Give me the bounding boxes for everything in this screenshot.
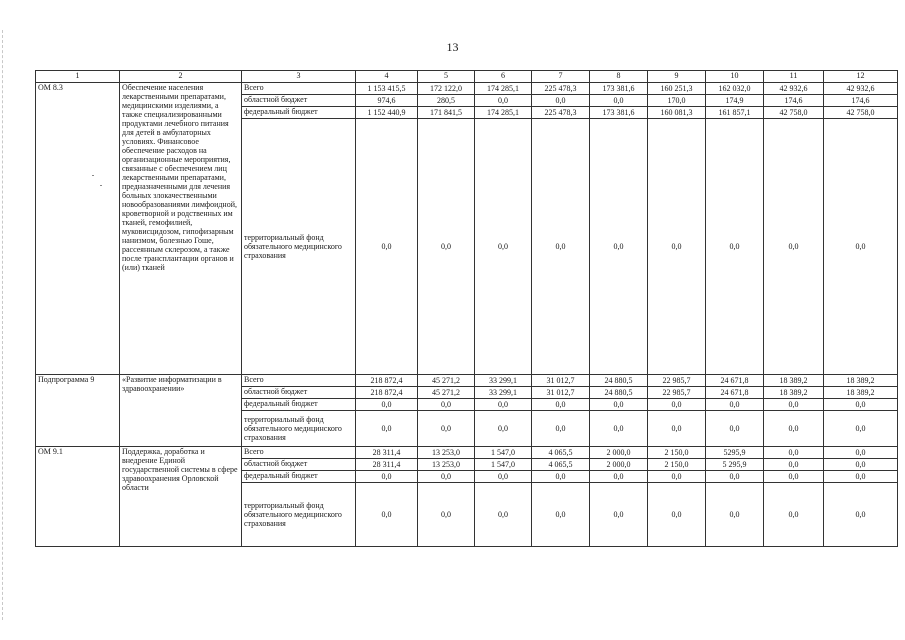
amount-cell: 2 000,0: [590, 447, 648, 459]
amount-cell: 160 081,3: [648, 107, 706, 119]
amount-cell: 2 000,0: [590, 459, 648, 471]
amount-cell: 2 150,0: [648, 459, 706, 471]
amount-cell: 13 253,0: [418, 447, 475, 459]
amount-cell: 162 032,0: [706, 83, 764, 95]
funding-source: Всего: [242, 83, 356, 95]
amount-cell: 5295,9: [706, 447, 764, 459]
amount-cell: 0,0: [706, 399, 764, 411]
amount-cell: 0,0: [590, 411, 648, 447]
program-code: ОМ 9.1: [36, 447, 120, 547]
amount-cell: 4 065,5: [532, 459, 590, 471]
amount-cell: 28 311,4: [356, 447, 418, 459]
amount-cell: 0,0: [590, 399, 648, 411]
amount-cell: 4 065,5: [532, 447, 590, 459]
amount-cell: 0,0: [475, 119, 532, 375]
amount-cell: 0,0: [475, 411, 532, 447]
funding-source: территориальный фонд обязательного медицинского страхования: [242, 119, 356, 375]
amount-cell: 174 285,1: [475, 83, 532, 95]
amount-cell: 0,0: [532, 399, 590, 411]
amount-cell: 18 389,2: [824, 387, 898, 399]
amount-cell: 0,0: [418, 471, 475, 483]
amount-cell: 174,6: [764, 95, 824, 107]
amount-cell: 0,0: [824, 459, 898, 471]
amount-cell: 1 547,0: [475, 447, 532, 459]
amount-cell: 18 389,2: [824, 375, 898, 387]
amount-cell: 172 122,0: [418, 83, 475, 95]
amount-cell: 0,0: [356, 399, 418, 411]
amount-cell: 31 012,7: [532, 387, 590, 399]
amount-cell: 24 671,8: [706, 375, 764, 387]
amount-cell: 33 299,1: [475, 387, 532, 399]
amount-cell: 22 985,7: [648, 387, 706, 399]
amount-cell: 170,0: [648, 95, 706, 107]
amount-cell: 24 671,8: [706, 387, 764, 399]
amount-cell: 0,0: [824, 447, 898, 459]
amount-cell: 0,0: [706, 471, 764, 483]
amount-cell: 42 758,0: [824, 107, 898, 119]
amount-cell: 0,0: [532, 119, 590, 375]
amount-cell: 225 478,3: [532, 107, 590, 119]
amount-cell: 174 285,1: [475, 107, 532, 119]
amount-cell: 42 758,0: [764, 107, 824, 119]
amount-cell: 24 880,5: [590, 387, 648, 399]
page-number: 13: [446, 40, 459, 54]
amount-cell: 173 381,6: [590, 107, 648, 119]
amount-cell: 0,0: [475, 483, 532, 547]
column-header: 1: [36, 71, 120, 83]
column-header: 7: [532, 71, 590, 83]
column-header: 8: [590, 71, 648, 83]
amount-cell: 1 547,0: [475, 459, 532, 471]
program-name: Обеспечение населения лекарственными препаратами, медицинскими изделиями, а также специализированными продуктами лечебного питания для детей в амбулаторных условиях. Финансовое обеспечение расходов на организационные мероприятия, связанные с обеспечением лиц лекарственными препаратами, предназначенными для лечения больных злокачественными новообразованиями лимфоидной, кроветворной и родственных им тканей, гемофилией, муковисцидозом, гипофизарным нанизмом, болезнью Гоше, рассеянным склерозом, а также после трансплантации органов и (или) тканей: [120, 83, 242, 375]
budget-table: [35, 70, 898, 547]
amount-cell: 0,0: [356, 471, 418, 483]
amount-cell: 0,0: [418, 483, 475, 547]
column-header: 6: [475, 71, 532, 83]
funding-source: Всего: [242, 447, 356, 459]
amount-cell: 0,0: [648, 399, 706, 411]
funding-source: областной бюджет: [242, 95, 356, 107]
amount-cell: 0,0: [764, 459, 824, 471]
amount-cell: 0,0: [764, 471, 824, 483]
amount-cell: 0,0: [356, 483, 418, 547]
amount-cell: 280,5: [418, 95, 475, 107]
amount-cell: 0,0: [764, 119, 824, 375]
amount-cell: 974,6: [356, 95, 418, 107]
amount-cell: 0,0: [706, 483, 764, 547]
funding-source: территориальный фонд обязательного медицинского страхования: [242, 411, 356, 447]
amount-cell: 171 841,5: [418, 107, 475, 119]
amount-cell: 0,0: [824, 399, 898, 411]
amount-cell: 0,0: [824, 411, 898, 447]
amount-cell: 0,0: [590, 119, 648, 375]
column-header: 4: [356, 71, 418, 83]
amount-cell: 174,9: [706, 95, 764, 107]
column-header: 11: [764, 71, 824, 83]
header-row: [36, 71, 898, 83]
amount-cell: 0,0: [648, 483, 706, 547]
amount-cell: 0,0: [418, 399, 475, 411]
table-row: [36, 375, 898, 387]
column-header: 2: [120, 71, 242, 83]
funding-source: Всего: [242, 375, 356, 387]
amount-cell: 45 271,2: [418, 387, 475, 399]
column-header: 3: [242, 71, 356, 83]
amount-cell: 0,0: [590, 483, 648, 547]
amount-cell: 42 932,6: [824, 83, 898, 95]
amount-cell: 0,0: [824, 119, 898, 375]
amount-cell: 225 478,3: [532, 83, 590, 95]
amount-cell: 0,0: [532, 95, 590, 107]
amount-cell: 45 271,2: [418, 375, 475, 387]
amount-cell: 18 389,2: [764, 375, 824, 387]
amount-cell: 0,0: [475, 95, 532, 107]
amount-cell: 0,0: [475, 399, 532, 411]
funding-source: областной бюджет: [242, 387, 356, 399]
table-row: [36, 83, 898, 95]
amount-cell: 28 311,4: [356, 459, 418, 471]
amount-cell: 0,0: [356, 411, 418, 447]
amount-cell: 0,0: [706, 119, 764, 375]
amount-cell: 0,0: [764, 399, 824, 411]
amount-cell: 1 152 440,9: [356, 107, 418, 119]
amount-cell: 0,0: [532, 411, 590, 447]
amount-cell: 161 857,1: [706, 107, 764, 119]
margin-fold-line: [2, 30, 4, 620]
amount-cell: 5 295,9: [706, 459, 764, 471]
amount-cell: 0,0: [418, 119, 475, 375]
program-code: ОМ 8.3: [36, 83, 120, 375]
amount-cell: 173 381,6: [590, 83, 648, 95]
amount-cell: 0,0: [706, 411, 764, 447]
funding-source: территориальный фонд обязательного медицинского страхования: [242, 483, 356, 547]
amount-cell: 0,0: [418, 411, 475, 447]
amount-cell: 0,0: [648, 411, 706, 447]
program-code: Подпрограмма 9: [36, 375, 120, 447]
column-header: 9: [648, 71, 706, 83]
amount-cell: 0,0: [532, 471, 590, 483]
amount-cell: 0,0: [590, 95, 648, 107]
amount-cell: 0,0: [824, 483, 898, 547]
amount-cell: 0,0: [648, 119, 706, 375]
amount-cell: 0,0: [764, 411, 824, 447]
amount-cell: 18 389,2: [764, 387, 824, 399]
amount-cell: 24 880,5: [590, 375, 648, 387]
column-header: 5: [418, 71, 475, 83]
amount-cell: 42 932,6: [764, 83, 824, 95]
table-row: [36, 447, 898, 459]
amount-cell: 0,0: [648, 471, 706, 483]
amount-cell: 31 012,7: [532, 375, 590, 387]
amount-cell: 218 872,4: [356, 387, 418, 399]
amount-cell: 22 985,7: [648, 375, 706, 387]
amount-cell: 160 251,3: [648, 83, 706, 95]
amount-cell: 0,0: [356, 119, 418, 375]
amount-cell: 33 299,1: [475, 375, 532, 387]
amount-cell: 0,0: [475, 471, 532, 483]
program-name: «Развитие информатизации в здравоохранении»: [120, 375, 242, 447]
amount-cell: 0,0: [532, 483, 590, 547]
amount-cell: 0,0: [764, 483, 824, 547]
amount-cell: 0,0: [824, 471, 898, 483]
funding-source: федеральный бюджет: [242, 107, 356, 119]
amount-cell: 1 153 415,5: [356, 83, 418, 95]
amount-cell: 2 150,0: [648, 447, 706, 459]
program-name: Поддержка, доработка и внедрение Единой государственной системы в сфере здравоохранения Орловской области: [120, 447, 242, 547]
funding-source: областной бюджет: [242, 459, 356, 471]
column-header: 12: [824, 71, 898, 83]
column-header: 10: [706, 71, 764, 83]
amount-cell: 218 872,4: [356, 375, 418, 387]
amount-cell: 13 253,0: [418, 459, 475, 471]
funding-source: федеральный бюджет: [242, 399, 356, 411]
funding-source: федеральный бюджет: [242, 471, 356, 483]
amount-cell: 0,0: [764, 447, 824, 459]
amount-cell: 174,6: [824, 95, 898, 107]
amount-cell: 0,0: [590, 471, 648, 483]
